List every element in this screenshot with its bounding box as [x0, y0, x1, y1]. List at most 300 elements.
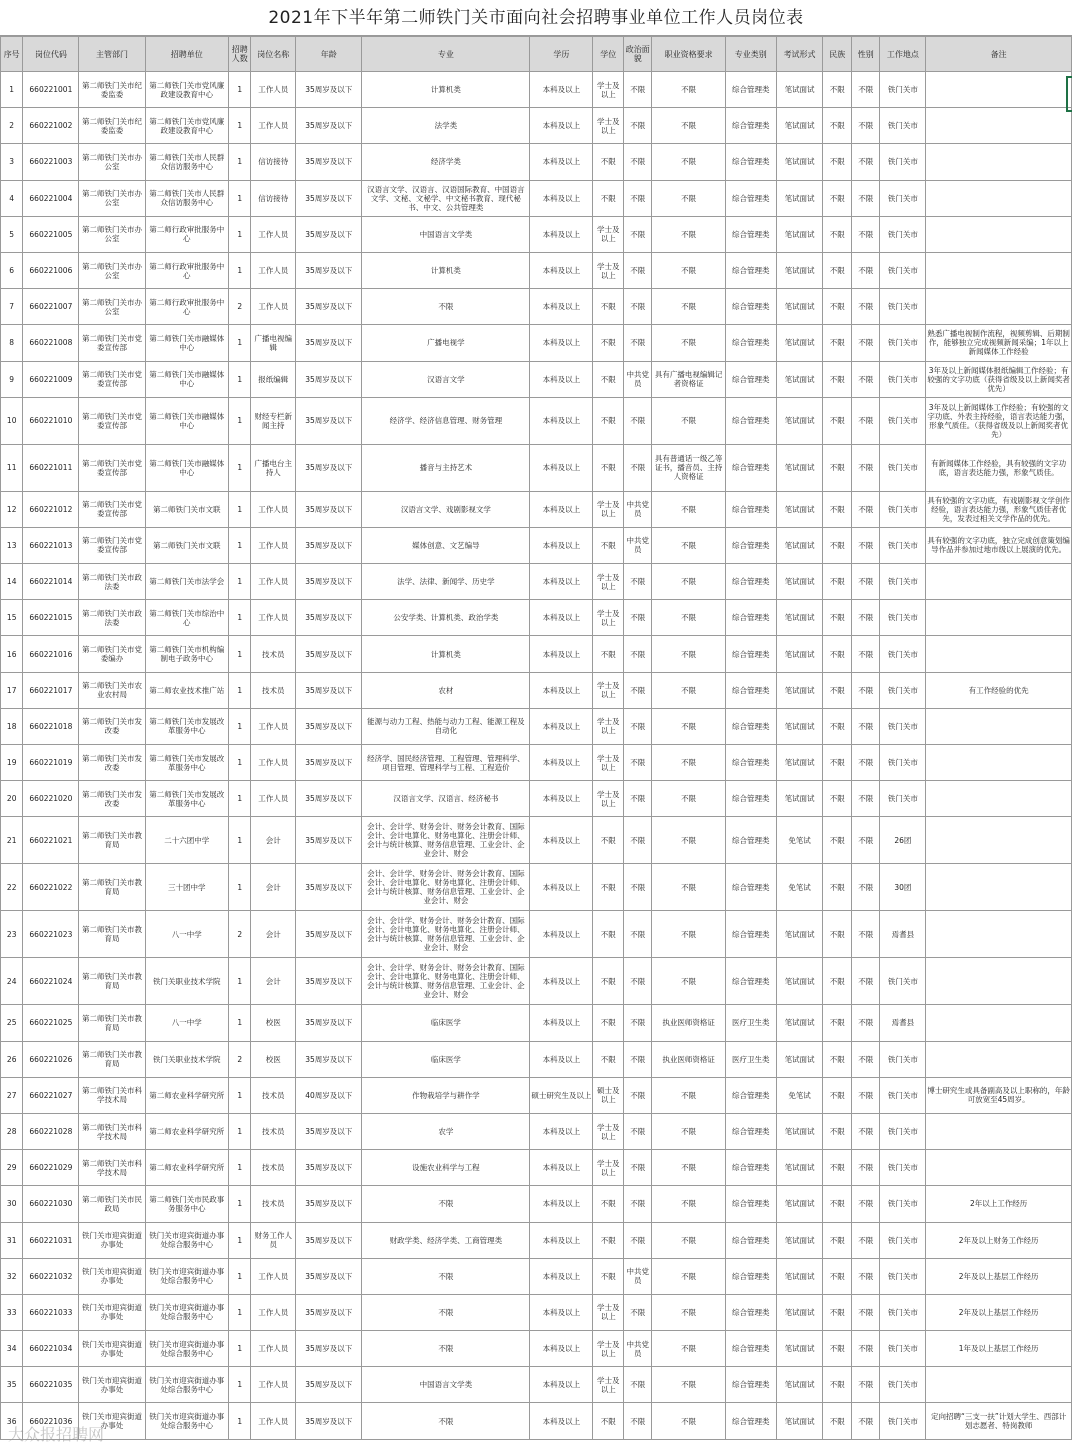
column-header[interactable]: 岗位名称	[251, 37, 296, 72]
table-cell[interactable]: 会计	[251, 817, 296, 864]
table-cell[interactable]: 农学	[362, 1113, 530, 1149]
table-cell[interactable]: 学士及以上	[593, 781, 624, 817]
table-cell[interactable]: 3年及以上新闻媒体工作经验；有较强的文字功底、外表主持经验，语言表达能力强，形象气质佳。（获得省级及以上新闻奖者优先）	[926, 397, 1072, 444]
table-cell[interactable]: 35周岁及以下	[296, 672, 362, 708]
table-cell[interactable]: 会计、会计学、财务会计、财务会计教育、国际会计、会计电算化、财务电算化、注册会计师、会计与统计核算、财务信息管理、工业会计、企业会计、财会	[362, 817, 530, 864]
table-cell[interactable]: 第二师铁门关市办公室	[79, 144, 145, 180]
table-cell[interactable]: 660221030	[23, 1186, 79, 1222]
table-cell[interactable]: 1	[229, 325, 251, 361]
table-cell[interactable]: 工作人员	[251, 564, 296, 600]
table-cell[interactable]: 综合管理类	[725, 325, 776, 361]
table-cell[interactable]: 铁门关市	[880, 144, 926, 180]
table-cell[interactable]: 综合管理类	[725, 252, 776, 288]
table-cell[interactable]: 不限	[823, 958, 852, 1005]
table-cell[interactable]: 中国语言文学类	[362, 1367, 530, 1403]
table-cell[interactable]: 综合管理类	[725, 444, 776, 491]
table-cell[interactable]: 35周岁及以下	[296, 252, 362, 288]
table-cell[interactable]	[926, 252, 1072, 288]
table-cell[interactable]: 执业医师资格证	[652, 1041, 725, 1077]
table-cell[interactable]: 铁门关市	[880, 325, 926, 361]
table-cell[interactable]: 笔试面试	[776, 911, 823, 958]
table-cell[interactable]: 第二师铁门关市发改委	[79, 708, 145, 744]
table-cell[interactable]: 铁门关市	[880, 1294, 926, 1330]
column-header[interactable]: 工作地点	[880, 37, 926, 72]
table-cell[interactable]: 不限	[652, 564, 725, 600]
table-cell[interactable]: 笔试面试	[776, 1367, 823, 1403]
table-cell[interactable]: 笔试面试	[776, 325, 823, 361]
table-cell[interactable]: 本科及以上	[530, 745, 593, 781]
table-cell[interactable]	[926, 708, 1072, 744]
table-cell[interactable]: 1	[229, 1150, 251, 1186]
table-cell[interactable]: 本科及以上	[530, 216, 593, 252]
table-cell[interactable]: 综合管理类	[725, 397, 776, 444]
table-cell[interactable]: 综合管理类	[725, 1150, 776, 1186]
table-cell[interactable]: 综合管理类	[725, 1186, 776, 1222]
table-cell[interactable]: 660221016	[23, 636, 79, 672]
table-cell[interactable]: 笔试面试	[776, 1041, 823, 1077]
table-cell[interactable]: 1	[229, 564, 251, 600]
table-cell[interactable]: 28	[1, 1113, 23, 1149]
table-cell[interactable]: 第二师铁门关市发展改革服务中心	[145, 781, 228, 817]
table-cell[interactable]: 第二师行政审批服务中心	[145, 216, 228, 252]
table-cell[interactable]: 35周岁及以下	[296, 781, 362, 817]
table-cell[interactable]: 不限	[851, 325, 880, 361]
table-cell[interactable]: 第二师行政审批服务中心	[145, 289, 228, 325]
table-cell[interactable]: 焉耆县	[880, 911, 926, 958]
table-cell[interactable]: 660221017	[23, 672, 79, 708]
table-cell[interactable]: 汉语言文学	[362, 361, 530, 397]
table-cell[interactable]: 铁门关市	[880, 1331, 926, 1367]
table-cell[interactable]: 笔试面试	[776, 444, 823, 491]
table-cell[interactable]: 校医	[251, 1005, 296, 1041]
table-cell[interactable]: 不限	[623, 1367, 652, 1403]
table-cell[interactable]: 不限	[652, 527, 725, 563]
table-cell[interactable]: 第二师铁门关市政法委	[79, 564, 145, 600]
table-cell[interactable]: 不限	[851, 1077, 880, 1113]
table-cell[interactable]: 不限	[851, 911, 880, 958]
table-cell[interactable]: 第二师铁门关市文联	[145, 491, 228, 527]
table-cell[interactable]: 第二师铁门关市办公室	[79, 216, 145, 252]
column-header[interactable]: 招聘单位	[145, 37, 228, 72]
table-cell[interactable]: 中共党员	[623, 491, 652, 527]
table-cell[interactable]: 笔试面试	[776, 527, 823, 563]
table-cell[interactable]	[926, 864, 1072, 911]
table-cell[interactable]: 不限	[623, 72, 652, 108]
table-cell[interactable]	[926, 1150, 1072, 1186]
table-cell[interactable]: 31	[1, 1222, 23, 1258]
table-cell[interactable]: 1年及以上基层工作经历	[926, 1331, 1072, 1367]
table-cell[interactable]: 会计、会计学、财务会计、财务会计教育、国际会计、会计电算化、财务电算化、注册会计师、会计与统计核算、财务信息管理、工业会计、企业会计、财会	[362, 864, 530, 911]
table-cell[interactable]: 广播电台主持人	[251, 444, 296, 491]
table-cell[interactable]: 1	[229, 864, 251, 911]
table-cell[interactable]: 本科及以上	[530, 252, 593, 288]
table-cell[interactable]: 学士及以上	[593, 708, 624, 744]
table-cell[interactable]: 本科及以上	[530, 144, 593, 180]
table-cell[interactable]: 不限	[851, 108, 880, 144]
table-cell[interactable]: 学士及以上	[593, 1150, 624, 1186]
table-cell[interactable]: 17	[1, 672, 23, 708]
table-cell[interactable]: 26	[1, 1041, 23, 1077]
table-cell[interactable]: 工作人员	[251, 72, 296, 108]
column-header[interactable]: 考试形式	[776, 37, 823, 72]
table-cell[interactable]: 35周岁及以下	[296, 1150, 362, 1186]
table-cell[interactable]: 笔试面试	[776, 1403, 823, 1439]
table-cell[interactable]: 不限	[851, 817, 880, 864]
table-cell[interactable]: 1	[229, 108, 251, 144]
table-cell[interactable]: 不限	[851, 144, 880, 180]
table-cell[interactable]: 1	[229, 491, 251, 527]
table-cell[interactable]: 不限	[652, 958, 725, 1005]
table-cell[interactable]: 不限	[823, 1113, 852, 1149]
table-cell[interactable]: 铁门关市	[880, 1041, 926, 1077]
table-cell[interactable]: 1	[229, 817, 251, 864]
table-cell[interactable]: 第二师铁门关市法学会	[145, 564, 228, 600]
table-cell[interactable]: 第二师铁门关市融媒体中心	[145, 361, 228, 397]
table-cell[interactable]: 焉耆县	[880, 1005, 926, 1041]
table-cell[interactable]: 不限	[823, 745, 852, 781]
column-header[interactable]: 专业	[362, 37, 530, 72]
table-cell[interactable]: 不限	[823, 911, 852, 958]
table-cell[interactable]: 学士及以上	[593, 672, 624, 708]
table-cell[interactable]: 笔试面试	[776, 361, 823, 397]
table-cell[interactable]: 经济学、国民经济管理、工程管理、管理科学、项目管理、管理科学与工程、工程造价	[362, 745, 530, 781]
table-cell[interactable]: 660221032	[23, 1258, 79, 1294]
table-cell[interactable]: 660221031	[23, 1222, 79, 1258]
table-cell[interactable]: 笔试面试	[776, 636, 823, 672]
table-cell[interactable]: 本科及以上	[530, 1005, 593, 1041]
table-cell[interactable]: 铁门关市	[880, 289, 926, 325]
table-cell[interactable]: 不限	[652, 1258, 725, 1294]
table-cell[interactable]: 不限	[623, 1041, 652, 1077]
table-cell[interactable]: 660221002	[23, 108, 79, 144]
table-cell[interactable]: 不限	[823, 1186, 852, 1222]
table-cell[interactable]: 综合管理类	[725, 527, 776, 563]
table-cell[interactable]: 笔试面试	[776, 781, 823, 817]
column-header[interactable]: 性别	[851, 37, 880, 72]
table-cell[interactable]: 不限	[823, 636, 852, 672]
table-cell[interactable]: 不限	[652, 781, 725, 817]
table-cell[interactable]: 不限	[823, 491, 852, 527]
table-cell[interactable]: 不限	[851, 1041, 880, 1077]
table-cell[interactable]: 不限	[593, 911, 624, 958]
table-cell[interactable]: 铁门关市迎宾街道办事处综合服务中心	[145, 1403, 228, 1439]
table-cell[interactable]: 不限	[623, 600, 652, 636]
table-cell[interactable]: 会计、会计学、财务会计、财务会计教育、国际会计、会计电算化、财务电算化、注册会计师、会计与统计核算、财务信息管理、工业会计、企业会计、财会	[362, 911, 530, 958]
table-cell[interactable]: 技术员	[251, 1186, 296, 1222]
table-cell[interactable]: 不限	[823, 72, 852, 108]
table-cell[interactable]: 不限	[652, 397, 725, 444]
table-cell[interactable]: 不限	[652, 491, 725, 527]
table-cell[interactable]: 广播电视编辑	[251, 325, 296, 361]
table-cell[interactable]: 笔试面试	[776, 72, 823, 108]
table-cell[interactable]: 不限	[652, 252, 725, 288]
table-cell[interactable]: 不限	[823, 864, 852, 911]
table-cell[interactable]: 不限	[823, 527, 852, 563]
table-cell[interactable]: 免笔试	[776, 817, 823, 864]
table-cell[interactable]: 第二师铁门关市纪委监委	[79, 108, 145, 144]
table-cell[interactable]: 三十团中学	[145, 864, 228, 911]
table-cell[interactable]: 会计、会计学、财务会计、财务会计教育、国际会计、会计电算化、财务电算化、注册会计师、会计与统计核算、财务信息管理、工业会计、企业会计、财会	[362, 958, 530, 1005]
table-cell[interactable]: 第二师铁门关市办公室	[79, 252, 145, 288]
table-cell[interactable]: 35	[1, 1367, 23, 1403]
table-cell[interactable]: 30	[1, 1186, 23, 1222]
table-cell[interactable]: 660221019	[23, 745, 79, 781]
table-cell[interactable]: 铁门关市	[880, 1150, 926, 1186]
table-cell[interactable]: 不限	[851, 444, 880, 491]
column-header[interactable]: 专业类别	[725, 37, 776, 72]
table-cell[interactable]: 不限	[623, 636, 652, 672]
table-cell[interactable]: 660221003	[23, 144, 79, 180]
table-cell[interactable]: 铁门关市迎宾街道办事处综合服务中心	[145, 1222, 228, 1258]
table-cell[interactable]: 临床医学	[362, 1041, 530, 1077]
table-cell[interactable]: 工作人员	[251, 1331, 296, 1367]
table-cell[interactable]: 不限	[851, 1186, 880, 1222]
table-cell[interactable]: 本科及以上	[530, 1186, 593, 1222]
table-cell[interactable]: 35周岁及以下	[296, 745, 362, 781]
table-cell[interactable]: 综合管理类	[725, 745, 776, 781]
table-cell[interactable]: 综合管理类	[725, 911, 776, 958]
table-cell[interactable]: 经济学、经济信息管理、财务管理	[362, 397, 530, 444]
table-cell[interactable]: 不限	[652, 1403, 725, 1439]
table-cell[interactable]: 综合管理类	[725, 636, 776, 672]
table-cell[interactable]: 铁门关市	[880, 1186, 926, 1222]
table-cell[interactable]: 本科及以上	[530, 1113, 593, 1149]
table-cell[interactable]: 信访接待	[251, 180, 296, 216]
table-cell[interactable]: 660221021	[23, 817, 79, 864]
table-cell[interactable]: 铁门关市迎宾街道办事处综合服务中心	[145, 1294, 228, 1330]
table-cell[interactable]: 学士及以上	[593, 72, 624, 108]
table-cell[interactable]: 35周岁及以下	[296, 180, 362, 216]
table-cell[interactable]: 第二师农业科学研究所	[145, 1113, 228, 1149]
table-cell[interactable]: 综合管理类	[725, 1367, 776, 1403]
table-cell[interactable]: 第二师铁门关市纪委监委	[79, 72, 145, 108]
table-cell[interactable]: 11	[1, 444, 23, 491]
table-cell[interactable]: 不限	[851, 745, 880, 781]
table-cell[interactable]: 中共党员	[623, 1331, 652, 1367]
table-cell[interactable]: 中共党员	[623, 361, 652, 397]
table-cell[interactable]: 不限	[823, 397, 852, 444]
table-cell[interactable]: 不限	[823, 1150, 852, 1186]
table-cell[interactable]: 不限	[623, 289, 652, 325]
table-cell[interactable]: 综合管理类	[725, 1077, 776, 1113]
table-cell[interactable]: 本科及以上	[530, 527, 593, 563]
table-cell[interactable]: 35周岁及以下	[296, 1331, 362, 1367]
table-cell[interactable]	[926, 600, 1072, 636]
table-cell[interactable]: 第二师铁门关市发展改革服务中心	[145, 745, 228, 781]
table-cell[interactable]: 汉语言文学、汉语言、汉语国际教育、中国语言文学、文秘、文秘学、中文秘书教育、现代秘书、中文、公共管理类	[362, 180, 530, 216]
column-header[interactable]: 年龄	[296, 37, 362, 72]
table-cell[interactable]: 3	[1, 144, 23, 180]
table-cell[interactable]: 第二师行政审批服务中心	[145, 252, 228, 288]
table-cell[interactable]: 1	[229, 672, 251, 708]
table-cell[interactable]: 1	[229, 397, 251, 444]
table-cell[interactable]: 不限	[652, 1367, 725, 1403]
table-cell[interactable]: 工作人员	[251, 1367, 296, 1403]
table-cell[interactable]: 不限	[851, 216, 880, 252]
table-cell[interactable]: 第二师铁门关市综治中心	[145, 600, 228, 636]
table-cell[interactable]: 第二师铁门关市党风廉政建设教育中心	[145, 108, 228, 144]
table-cell[interactable]: 本科及以上	[530, 397, 593, 444]
table-cell[interactable]: 不限	[593, 289, 624, 325]
table-cell[interactable]: 熟悉广播电视制作流程，视频剪辑、后期制作，能够独立完成视频新闻采编；1年以上新闻媒体工作经验	[926, 325, 1072, 361]
table-cell[interactable]: 第二师铁门关市办公室	[79, 289, 145, 325]
table-cell[interactable]: 铁门关市	[880, 745, 926, 781]
table-cell[interactable]: 能源与动力工程、热能与动力工程、能源工程及自动化	[362, 708, 530, 744]
table-cell[interactable]: 21	[1, 817, 23, 864]
table-cell[interactable]: 不限	[623, 911, 652, 958]
table-cell[interactable]: 1	[229, 600, 251, 636]
table-cell[interactable]: 铁门关市迎宾街道办事处	[79, 1258, 145, 1294]
table-cell[interactable]: 第二师铁门关市党委宣传部	[79, 491, 145, 527]
table-cell[interactable]: 铁门关市	[880, 216, 926, 252]
table-cell[interactable]: 不限	[823, 672, 852, 708]
table-cell[interactable]: 不限	[623, 1403, 652, 1439]
table-cell[interactable]: 本科及以上	[530, 1041, 593, 1077]
table-cell[interactable]: 铁门关市迎宾街道办事处	[79, 1331, 145, 1367]
table-cell[interactable]: 铁门关市	[880, 491, 926, 527]
table-cell[interactable]: 本科及以上	[530, 708, 593, 744]
table-cell[interactable]	[926, 781, 1072, 817]
column-header[interactable]: 学历	[530, 37, 593, 72]
table-cell[interactable]: 第二师铁门关市教育局	[79, 864, 145, 911]
table-cell[interactable]: 660221011	[23, 444, 79, 491]
table-cell[interactable]: 不限	[593, 958, 624, 1005]
table-cell[interactable]: 1	[229, 1186, 251, 1222]
table-cell[interactable]: 播音与主持艺术	[362, 444, 530, 491]
table-cell[interactable]: 第二师铁门关市科学技术局	[79, 1150, 145, 1186]
table-cell[interactable]	[926, 1041, 1072, 1077]
table-cell[interactable]: 35周岁及以下	[296, 72, 362, 108]
table-cell[interactable]: 不限	[623, 397, 652, 444]
table-cell[interactable]: 40周岁及以下	[296, 1077, 362, 1113]
table-cell[interactable]: 12	[1, 491, 23, 527]
table-cell[interactable]: 汉语言文学、汉语言、经济秘书	[362, 781, 530, 817]
table-cell[interactable]: 不限	[623, 325, 652, 361]
table-cell[interactable]	[926, 958, 1072, 1005]
table-cell[interactable]: 不限	[823, 289, 852, 325]
table-cell[interactable]: 具有普通话一级乙等证书，播音员、主持人资格证	[652, 444, 725, 491]
table-cell[interactable]: 不限	[652, 1294, 725, 1330]
table-cell[interactable]: 不限	[593, 361, 624, 397]
table-cell[interactable]: 第二师铁门关市科学技术局	[79, 1113, 145, 1149]
table-cell[interactable]: 1	[229, 1294, 251, 1330]
table-cell[interactable]: 硕士及以上	[593, 1077, 624, 1113]
table-cell[interactable]: 笔试面试	[776, 491, 823, 527]
table-cell[interactable]: 本科及以上	[530, 1294, 593, 1330]
table-cell[interactable]: 不限	[623, 1294, 652, 1330]
table-cell[interactable]	[926, 1367, 1072, 1403]
table-cell[interactable]: 32	[1, 1258, 23, 1294]
table-cell[interactable]: 8	[1, 325, 23, 361]
table-cell[interactable]: 本科及以上	[530, 600, 593, 636]
table-cell[interactable]: 36	[1, 1403, 23, 1439]
table-cell[interactable]: 铁门关市	[880, 1403, 926, 1439]
column-header[interactable]: 序号	[1, 37, 23, 72]
table-cell[interactable]: 中共党员	[623, 527, 652, 563]
table-cell[interactable]: 不限	[652, 600, 725, 636]
table-cell[interactable]: 不限	[362, 1403, 530, 1439]
table-cell[interactable]: 本科及以上	[530, 911, 593, 958]
table-cell[interactable]: 不限	[623, 781, 652, 817]
table-cell[interactable]: 23	[1, 911, 23, 958]
table-cell[interactable]: 14	[1, 564, 23, 600]
table-cell[interactable]: 第二师铁门关市党委编办	[79, 636, 145, 672]
table-cell[interactable]: 技术员	[251, 636, 296, 672]
table-cell[interactable]: 2	[229, 911, 251, 958]
table-cell[interactable]: 会计	[251, 911, 296, 958]
table-cell[interactable]: 铁门关市	[880, 180, 926, 216]
table-cell[interactable]: 不限	[823, 180, 852, 216]
table-cell[interactable]: 学士及以上	[593, 491, 624, 527]
table-cell[interactable]: 不限	[823, 216, 852, 252]
table-cell[interactable]: 设施农业科学与工程	[362, 1150, 530, 1186]
table-cell[interactable]: 执业医师资格证	[652, 1005, 725, 1041]
table-cell[interactable]: 不限	[593, 1258, 624, 1294]
table-cell[interactable]: 不限	[823, 600, 852, 636]
table-cell[interactable]: 不限	[623, 817, 652, 864]
table-cell[interactable]: 本科及以上	[530, 672, 593, 708]
table-cell[interactable]: 不限	[823, 1041, 852, 1077]
table-cell[interactable]: 综合管理类	[725, 1331, 776, 1367]
table-cell[interactable]: 综合管理类	[725, 1222, 776, 1258]
table-cell[interactable]: 本科及以上	[530, 180, 593, 216]
table-cell[interactable]: 不限	[851, 1331, 880, 1367]
table-cell[interactable]: 不限	[823, 817, 852, 864]
table-cell[interactable]: 第二师铁门关市发改委	[79, 781, 145, 817]
table-cell[interactable]: 660221020	[23, 781, 79, 817]
table-cell[interactable]: 不限	[851, 564, 880, 600]
table-cell[interactable]: 具有较强的文字功底，有戏剧影视文学创作经验，语言表达能力强，形象气质佳者优先，发表过相关文学作品的优先。	[926, 491, 1072, 527]
table-cell[interactable]: 笔试面试	[776, 1113, 823, 1149]
table-cell[interactable]: 660221026	[23, 1041, 79, 1077]
table-cell[interactable]: 公安学类、计算机类、政治学类	[362, 600, 530, 636]
table-cell[interactable]: 不限	[823, 1331, 852, 1367]
table-cell[interactable]: 660221024	[23, 958, 79, 1005]
table-cell[interactable]: 综合管理类	[725, 1294, 776, 1330]
table-cell[interactable]: 铁门关市	[880, 72, 926, 108]
table-cell[interactable]: 综合管理类	[725, 361, 776, 397]
column-header[interactable]: 职业资格要求	[652, 37, 725, 72]
table-cell[interactable]: 铁门关市	[880, 564, 926, 600]
table-cell[interactable]: 不限	[851, 1294, 880, 1330]
table-cell[interactable]: 1	[229, 1005, 251, 1041]
table-cell[interactable]: 铁门关市迎宾街道办事处综合服务中心	[145, 1331, 228, 1367]
table-cell[interactable]: 1	[229, 252, 251, 288]
table-cell[interactable]: 计算机类	[362, 636, 530, 672]
table-cell[interactable]: 34	[1, 1331, 23, 1367]
table-cell[interactable]	[926, 817, 1072, 864]
table-cell[interactable]: 2年及以上基层工作经历	[926, 1294, 1072, 1330]
table-cell[interactable]: 作物栽培学与耕作学	[362, 1077, 530, 1113]
table-cell[interactable]: 不限	[823, 781, 852, 817]
table-cell[interactable]: 技术员	[251, 1150, 296, 1186]
selected-cell-indicator[interactable]	[1066, 76, 1072, 112]
table-cell[interactable]: 660221006	[23, 252, 79, 288]
table-cell[interactable]: 第二师铁门关市党委宣传部	[79, 444, 145, 491]
table-cell[interactable]: 不限	[593, 864, 624, 911]
table-cell[interactable]: 1	[229, 1077, 251, 1113]
table-cell[interactable]: 1	[229, 361, 251, 397]
table-cell[interactable]: 不限	[851, 72, 880, 108]
table-cell[interactable]: 铁门关市迎宾街道办事处综合服务中心	[145, 1367, 228, 1403]
table-cell[interactable]: 不限	[851, 1367, 880, 1403]
table-cell[interactable]: 第二师铁门关市党委宣传部	[79, 361, 145, 397]
table-cell[interactable]: 不限	[823, 1222, 852, 1258]
table-cell[interactable]: 660221023	[23, 911, 79, 958]
table-cell[interactable]: 本科及以上	[530, 491, 593, 527]
table-cell[interactable]: 不限	[823, 252, 852, 288]
table-cell[interactable]: 本科及以上	[530, 325, 593, 361]
